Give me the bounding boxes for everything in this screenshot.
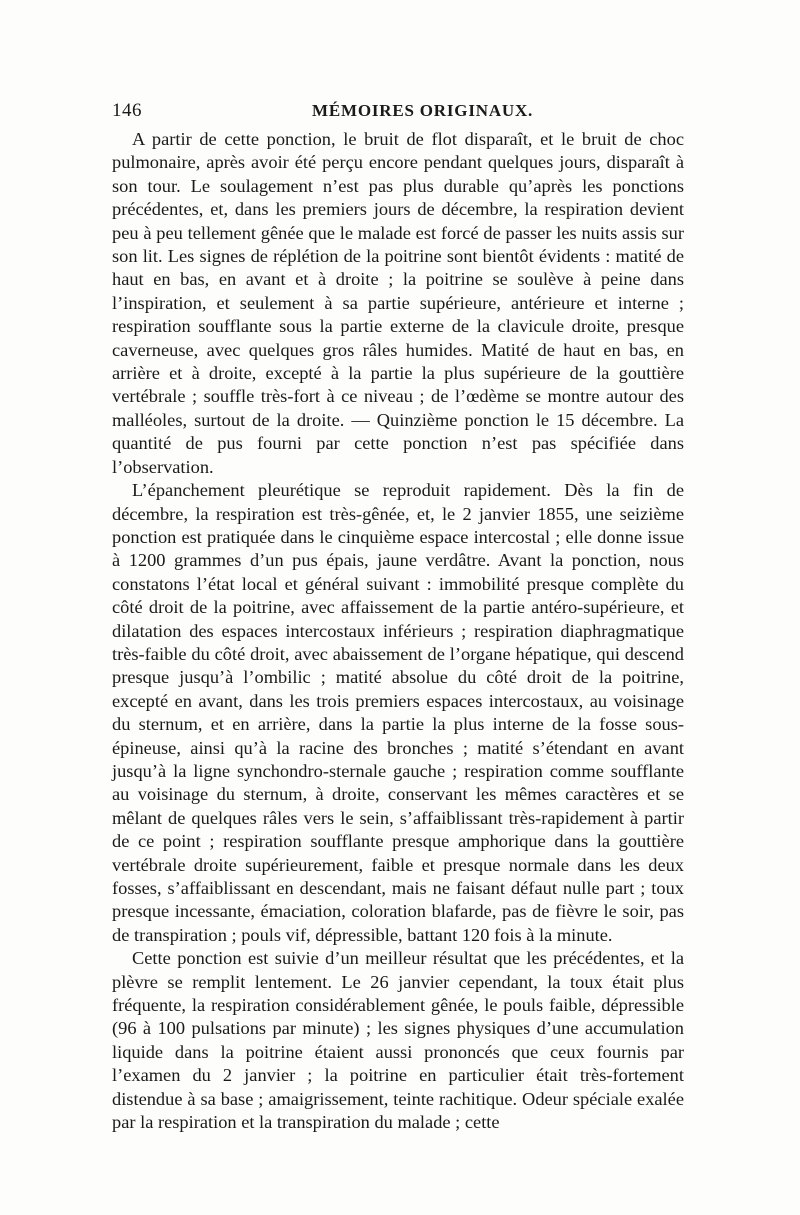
page-number: 146 [112, 100, 142, 121]
paragraph-3: Cette ponction est suivie d’un meilleur résultat que les précédentes, et la plèvre se remplit lentement. Le 26 janvier cependant, la toux était plus fréquente, la respiration considérablement gênée, le pouls faible, dépressible (96 à 100 pulsations par minute) ; les signes physiques d’une accumulation liquide dans la poitrine étaient aussi prononcés que ceux fournis par l’examen du 2 janvier ; la poitrine en particulier était très-fortement distendue à sa base ; amaigrissement, teinte rachitique. Odeur spéciale exalée par la respiration et la transpiration du malade ; cette [112, 948, 684, 1133]
paragraph-1: A partir de cette ponction, le bruit de flot disparaît, et le bruit de choc pulmonaire, après avoir été perçu encore pendant quelques jours, disparaît à son tour. Le soulagement n’est pas plus durable qu’après les ponctions précédentes, et, dans les premiers jours de décembre, la respiration devient peu à peu tellement gênée que le malade est forcé de passer les nuits assis sur son lit. Les signes de réplétion de la poitrine sont bientôt évidents : matité de haut en bas, en avant et à droite ; la poitrine se soulève à peine dans l’inspiration, et seulement à sa partie supérieure, antérieure et interne ; respiration soufflante sous la partie externe de la clavicule droite, presque caverneuse, avec quelques gros râles humides. Matité de haut en bas, en arrière et à droite, excepté à la partie la plus supérieure de la gouttière vertébrale ; souffle très-fort à ce niveau ; de l’œdème se montre autour des malléoles, surtout de la droite. — Quinzième ponction le 15 décembre. La quantité de pus fourni par cette ponction n’est pas spécifiée dans l’observation. [112, 129, 684, 477]
body-text [112, 128, 684, 1134]
page-header [112, 98, 684, 124]
paragraph-2: L’épanchement pleurétique se reproduit rapidement. Dès la fin de décembre, la respiration est très-gênée, et, le 2 janvier 1855, une seizième ponction est pratiquée dans le cinquième espace intercostal ; elle donne issue à 1200 grammes d’un pus épais, jaune verdâtre. Avant la ponction, nous constatons l’état local et général suivant : immobilité presque complète du côté droit de la poitrine, avec affaissement de la partie antéro-supérieure, et dilatation des espaces intercostaux inférieurs ; respiration diaphragmatique très-faible du côté droit, avec abaissement de l’organe hépatique, qui descend presque jusqu’à l’ombilic ; matité absolue du côté droit de la poitrine, excepté en avant, dans les trois premiers espaces intercostaux, au voisinage du sternum, et en arrière, dans la partie la plus interne de la fosse sous-épineuse, ainsi qu’à la racine des bronches ; matité s’étendant en avant jusqu’à la ligne synchondro-sternale gauche ; respiration comme soufflante au voisinage du sternum, à droite, conservant les mêmes caractères et se mêlant de quelques râles vers le sein, s’affaiblissant très-rapidement à partir de ce point ; respiration soufflante presque amphorique dans la gouttière vertébrale droite supérieurement, faible et presque normale dans les deux fosses, s’affaiblissant en descendant, mais ne faisant défaut nulle part ; toux presque incessante, émaciation, coloration blafarde, pas de fièvre le soir, pas de transpiration ; pouls vif, dépressible, battant 120 fois à la minute. [112, 480, 684, 945]
running-title: MÉMOIRES ORIGINAUX. [312, 101, 534, 120]
